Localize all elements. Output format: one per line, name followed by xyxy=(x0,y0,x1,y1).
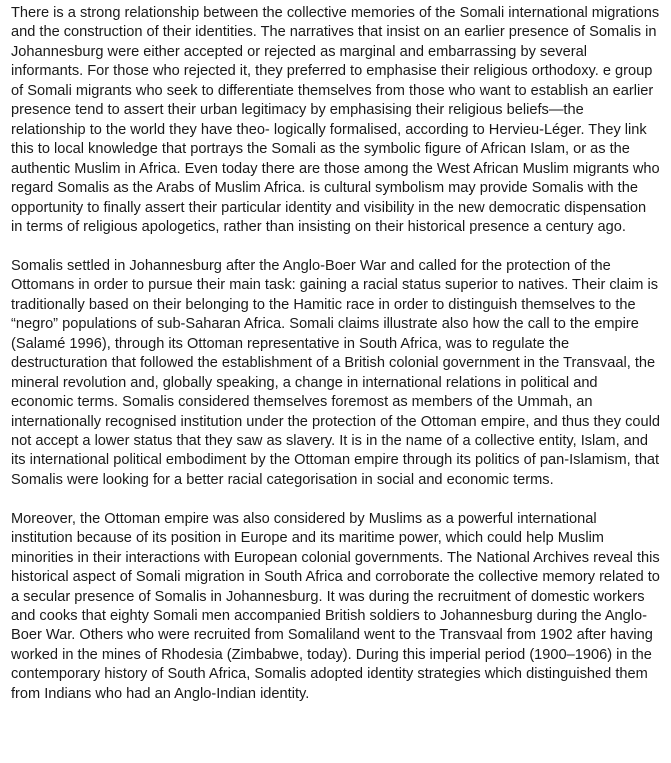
paragraph-collective-memory: There is a strong relationship between the collective memories of the Somali international migrations and the construction of their identities. The narratives that insist on an earlier presence of Somalis in Johannesburg were either accepted or rejected as marginal and embarrassing by several informants. For those who rejected it, they preferred to emphasise their religious orthodoxy. e group of Somali migrants who seek to differentiate themselves from those who want to establish an earlier presence tend to assert their urban legitimacy by emphasising their religious beliefs—the relationship to the world they have theo- logically formalised, according to Hervieu-Léger. They link this to local knowledge that portrays the Somali as the symbolic figure of African Islam, or as the authentic Muslim in Africa. Even today there are those among the West African Muslim migrants who regard Somalis as the Arabs of Muslim Africa. is cultural symbolism may provide Somalis with the opportunity to finally assert their particular identity and visibility in the new democratic dispensation in terms of religious apologetics, rather than insisting on their historical presence a century ago. xyxy=(11,5,660,235)
paragraph-ottoman-protection: Somalis settled in Johannesburg after the Anglo-Boer War and called for the protection of the Ottomans in order to pursue their main task: gaining a racial status superior to natives. Their claim is traditionally based on their belonging to the Hamitic race in order to distinguish themselves to the “negro” populations of sub-Saharan Africa. Somali claims illustrate also how the call to the empire (Salamé 1996), through its Ottoman representative in South Africa, was to regulate the destructuration that followed the establishment of a British colonial government in the Transvaal, the mineral revolution and, globally speaking, a change in international relations in political and economic terms. Somalis considered themselves foremost as members of the Ummah, an internationally recognised institution under the protection of the Ottoman empire, and thus they could not accept a lower status that they saw as slavery. It is in the name of a collective entity, Islam, and its international political embodiment by the Ottoman empire through its politics of pan-Islamism, that Somalis were looking for a better racial categorisation in social and economic terms. xyxy=(11,257,661,488)
paragraph-ottoman-empire: Moreover, the Ottoman empire was also considered by Muslims as a powerful international institution because of its position in Europe and its maritime power, which could help Muslim minorities in their interactions with European colonial governments. The National Archives reveal this historical aspect of Somali migration in South Africa and corroborate the collective memory related to a secular presence of Somalis in Johannesburg. It was during the recruitment of domestic workers and cooks that eighty Somali men accompanied British soldiers to Johannesburg during the Anglo-Boer War. Others who were recruited from Somaliland went to the Transvaal from 1902 after having worked in the mines of Rhodesia (Zimbabwe, today). During this imperial period (1900–1906) in the contemporary history of South Africa, Somalis adopted identity strategies which distinguished them from Indians who had an Anglo-Indian identity. xyxy=(11,510,660,702)
